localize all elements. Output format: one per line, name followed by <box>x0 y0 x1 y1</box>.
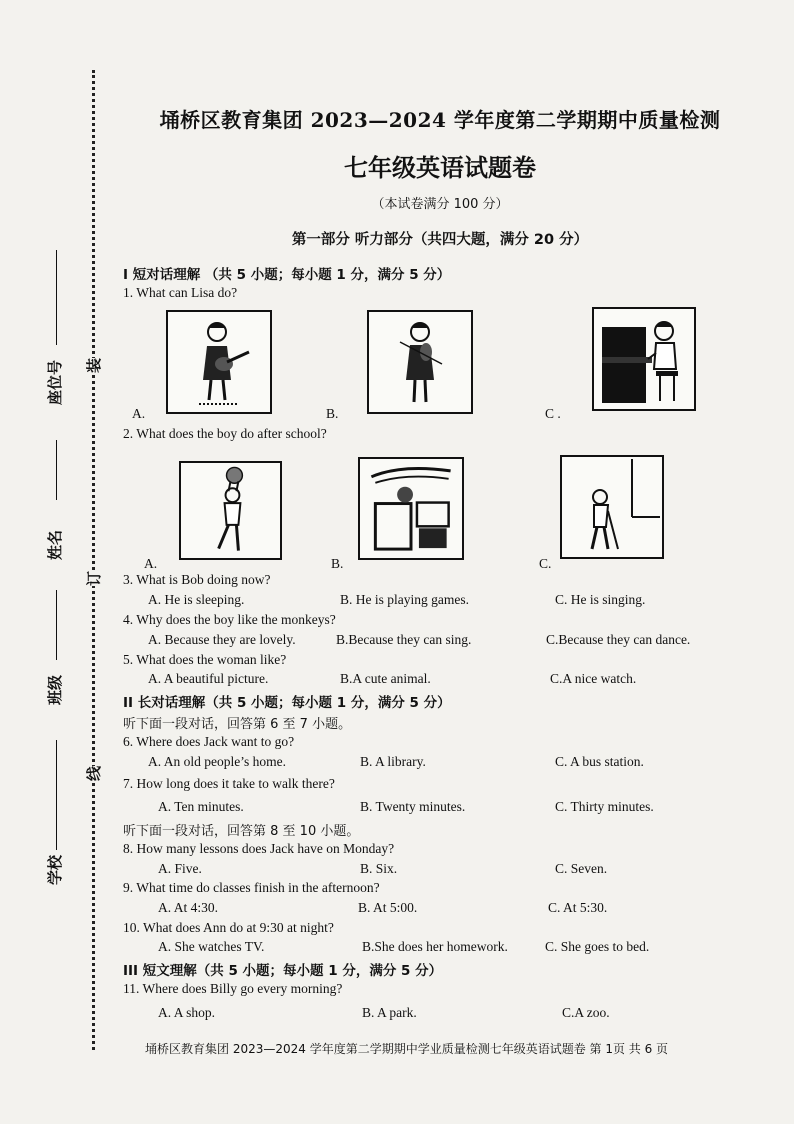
name-underline <box>56 440 57 500</box>
girl-violin-icon <box>369 312 471 412</box>
question-8: 8. How many lessons does Jack have on Monday? <box>123 841 395 856</box>
q2-option-a[interactable]: A. <box>144 556 158 571</box>
q8-option-c[interactable]: C. Seven. <box>555 861 608 876</box>
q4-option-a[interactable]: A. Because they are lovely. <box>148 632 296 647</box>
q2-picture-c <box>560 455 664 559</box>
part-one-heading: 第一部分 听力部分（共四大题，满分 20 分） <box>291 232 589 248</box>
seat-underline <box>56 250 57 345</box>
q7-option-b[interactable]: B. Twenty minutes. <box>360 799 466 814</box>
q1-picture-c <box>592 307 696 411</box>
boy-computer-game-icon <box>360 459 462 558</box>
instruction-q8-q10: 听下面一段对话，回答第 8 至 10 小题。 <box>123 824 360 839</box>
q10-option-c[interactable]: C. She goes to bed. <box>545 939 650 954</box>
q11-option-b[interactable]: B. A park. <box>362 1005 417 1020</box>
section-3-heading: III 短文理解（共 5 小题；每小题 1 分，满分 5 分） <box>123 963 443 979</box>
q2-option-c[interactable]: C. <box>539 556 552 571</box>
q1-option-b[interactable]: B. <box>326 406 339 421</box>
q6-option-c[interactable]: C. A bus station. <box>555 754 644 769</box>
q3-option-c[interactable]: C. He is singing. <box>555 592 646 607</box>
q9-option-a[interactable]: A. At 4:30. <box>158 900 219 915</box>
question-10: 10. What does Ann do at 9:30 at night? <box>123 920 334 935</box>
question-7: 7. How long does it take to walk there? <box>123 776 335 791</box>
q2-picture-a <box>179 461 282 560</box>
q10-option-a[interactable]: A. She watches TV. <box>158 939 265 954</box>
girl-guitar-icon <box>168 312 270 412</box>
q5-option-b[interactable]: B.A cute animal. <box>340 671 431 686</box>
q3-option-b[interactable]: B. He is playing games. <box>340 592 469 607</box>
q10-option-b[interactable]: B.She does her homework. <box>362 939 508 954</box>
q2-option-b[interactable]: B. <box>331 556 344 571</box>
page-footer: 埇桥区教育集团 2023—2024 学年度第二学期期中学业质量检测七年级英语试题卷 第 1页 共 6 页 <box>145 1042 669 1056</box>
exam-subtitle: 七年级英语试题卷 <box>344 153 536 182</box>
boy-cleaning-icon <box>562 457 662 557</box>
q8-option-b[interactable]: B. Six. <box>360 861 398 876</box>
seat-label: 座位号 <box>46 359 64 405</box>
question-2: 2. What does the boy do after school? <box>123 426 327 441</box>
full-score-note: （本试卷满分 100 分） <box>371 197 509 212</box>
q6-option-b[interactable]: B. A library. <box>360 754 426 769</box>
question-11: 11. Where does Billy go every morning? <box>123 981 343 996</box>
question-4: 4. Why does the boy like the monkeys? <box>123 612 336 627</box>
q7-option-c[interactable]: C. Thirty minutes. <box>555 799 654 814</box>
q6-option-a[interactable]: A. An old people’s home. <box>148 754 286 769</box>
name-label: 姓名 <box>46 529 64 560</box>
school-label: 学校 <box>46 854 64 885</box>
class-underline <box>56 590 57 660</box>
section-1-heading: I 短对话理解 （共 5 小题；每小题 1 分，满分 5 分） <box>123 267 451 283</box>
q3-option-a[interactable]: A. He is sleeping. <box>148 592 245 607</box>
q1-option-c[interactable]: C . <box>545 406 561 421</box>
q5-option-c[interactable]: C.A nice watch. <box>550 671 637 686</box>
q4-option-b[interactable]: B.Because they can sing. <box>336 632 472 647</box>
q1-picture-a <box>166 310 272 414</box>
q11-option-c[interactable]: C.A zoo. <box>562 1005 610 1020</box>
binding-mark-1: 装 <box>80 358 107 373</box>
binding-dotted-line <box>92 70 95 1050</box>
girl-piano-icon <box>594 309 694 409</box>
q5-option-a[interactable]: A. A beautiful picture. <box>148 671 269 686</box>
q7-option-a[interactable]: A. Ten minutes. <box>158 799 244 814</box>
question-5: 5. What does the woman like? <box>123 652 287 667</box>
instruction-q6-q7: 听下面一段对话，回答第 6 至 7 小题。 <box>123 717 352 732</box>
question-6: 6. Where does Jack want to go? <box>123 734 295 749</box>
q1-picture-b <box>367 310 473 414</box>
binding-mark-2: 订 <box>80 571 107 586</box>
q11-option-a[interactable]: A. A shop. <box>158 1005 216 1020</box>
binding-margin <box>0 0 110 1124</box>
q2-picture-b <box>358 457 464 560</box>
section-2-heading: II 长对话理解（共 5 小题；每小题 1 分，满分 5 分） <box>123 695 451 711</box>
class-label: 班级 <box>46 674 64 705</box>
question-1: 1. What can Lisa do? <box>123 285 238 300</box>
boy-basketball-icon <box>181 463 280 558</box>
q9-option-b[interactable]: B. At 5:00. <box>358 900 418 915</box>
q4-option-c[interactable]: C.Because they can dance. <box>546 632 691 647</box>
question-3: 3. What is Bob doing now? <box>123 572 271 587</box>
question-9: 9. What time do classes finish in the afternoon? <box>123 880 380 895</box>
q9-option-c[interactable]: C. At 5:30. <box>548 900 608 915</box>
q8-option-a[interactable]: A. Five. <box>158 861 202 876</box>
school-underline <box>56 740 57 850</box>
q1-option-a[interactable]: A. <box>132 406 146 421</box>
binding-mark-3: 线 <box>80 766 107 781</box>
exam-main-title: 埇桥区教育集团 2023—2024 学年度第二学期期中质量检测 <box>159 108 721 132</box>
